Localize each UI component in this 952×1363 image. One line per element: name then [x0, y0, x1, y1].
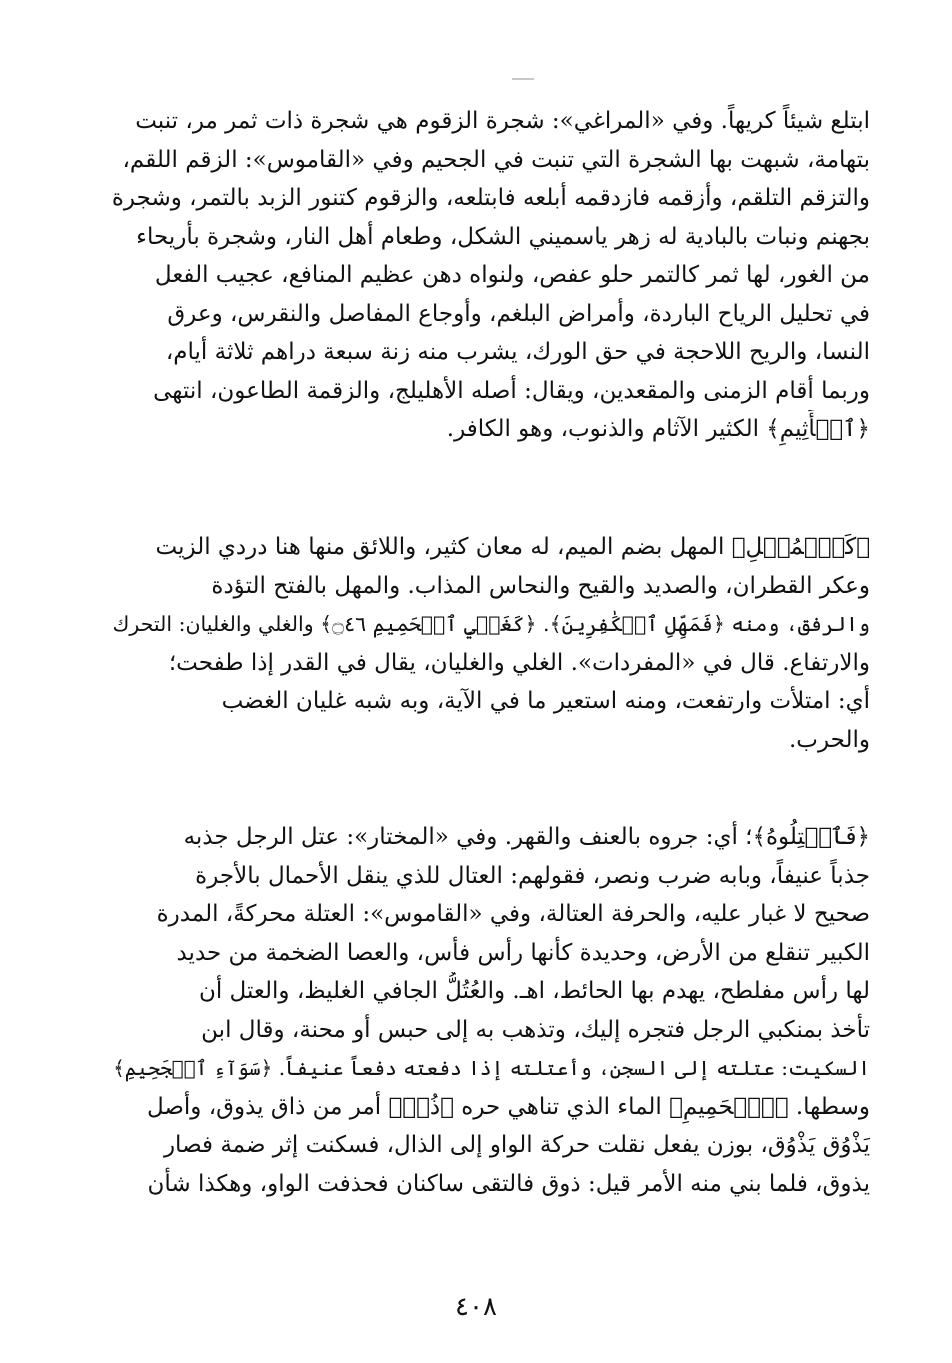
- text-line: جذباً عنيفاً، وبابه ضرب ونصر، فقولهم: العتال للذي ينقل الأحمال بالأجرة: [195, 862, 870, 889]
- text-line: ﴿كَٱلۡمُهۡلِ﴾ المهل بضم الميم، له معان كثير، واللائق منها هنا دردي الزيت: [155, 534, 870, 560]
- text-line: بجهنم ونبات بالبادية له زهر ياسميني الشكل، وطعام أهل النار، وشجرة بأريحاء: [136, 223, 870, 250]
- text-line: أي: امتلأت وارتفعت، ومنه استعير ما في الآية، وبه شبه غليان الغضب: [221, 688, 870, 714]
- text-line: النسا، والريح اللاحجة في حق الورك، يشرب منه زنة سبعة دراهم ثلاثة أيام،: [165, 339, 870, 365]
- text-line: ﴿فَٱعۡتِلُوهُ﴾؛ أي: جروه بالعنف والقهر. وفي «المختار»: عتل الرجل جذبه: [183, 824, 870, 850]
- text-line: وربما أقام الزمنى والمقعدين، ويقال: أصله الأهليلج، والزقمة الطاعون، انتهى: [153, 377, 870, 404]
- text-line: من الغور، لها ثمر كالتمر حلو عفص، ولنواه دهن عظيم المنافع، عجيب الفعل: [154, 262, 870, 288]
- text-line: ﴿ٱلۡأَثِيمِ﴾ الكثير الآثام والذنوب، وهو الكافر.: [446, 416, 870, 442]
- text-line: صحيح لا غبار عليه، والحرفة العتالة، وفي «القاموس»: العتلة محركةً، المدرة: [156, 901, 870, 927]
- text-line: لها رأس مفلطح، يهدم بها الحائط، اهـ. والعُتُلُّ الجافي الغليظ، والعتل أن: [198, 978, 870, 1004]
- text-line: وسطها. ﴿ٱلۡحَمِيمِ﴾ الماء الذي تناهي حره ﴿ذُقۡ﴾ أمر من ذاق يذوق، وأصل: [146, 1093, 870, 1120]
- text-line: يَذْوُق يَذْوُق، بوزن يفعل نقلت حركة الواو إلى الذال، فسكنت إثر ضمة فصار: [163, 1132, 870, 1158]
- text-line: تأخذ بمنكبي الرجل فتجره إليك، وتذهب به إلى حبس أو محنة، وقال ابن: [201, 1016, 870, 1043]
- paragraph-itiluhu: [96, 818, 870, 1203]
- text-line: والارتفاع. قال في «المفردات». الغلي والغليان، يقال في القدر إذا طفحت؛: [168, 649, 870, 676]
- text-line: والتزقم التلقم، وأزقمه فازدقمه أبلعه فابتلعه، والزقوم كتنور الزبد بالتمر، وشجرة: [111, 185, 870, 211]
- text-line: في تحليل الرياح الباردة، وأمراض البلغم، وأوجاع المفاصل والنقرس، وعرق: [167, 300, 870, 327]
- paragraph-muhl: [96, 528, 870, 759]
- scan-mark: [512, 78, 534, 80]
- text-line: ابتلع شيئاً كريهاً. وفي «المراغي»: شجرة الزقوم هي شجرة ذات ثمر مر، تنبت: [135, 108, 870, 134]
- text-line: والرفق، ومنه ﴿فَمَهِّلِ ٱلۡكَٰفِرِينَ﴾. ﴿كَغَلۡيِ ٱلۡحَمِيمِ ۝٤٦﴾ والغلي والغليان: التحرك: [112, 612, 870, 636]
- text-line: والحرب.: [788, 726, 870, 753]
- paragraph-zaqqum: [96, 102, 870, 449]
- text-line: يذوق، فلما بني منه الأمر قيل: ذوق فالتقى ساكنان فحذفت الواو، وهكذا شأن: [147, 1170, 870, 1197]
- page-number: ٤٠٨: [455, 1292, 497, 1322]
- text-line: السكيت: عتلته إلى السجن، وأعتلته إذا دفعته دفعاً عنيفاً. ﴿سَوَآءِ ٱلۡجَحِيمِ﴾: [113, 1056, 870, 1080]
- text-line: بتهامة، شبهت بها الشجرة التي تنبت في الجحيم وفي «القاموس»: الزقم اللقم،: [122, 146, 870, 173]
- text-line: الكبير تنقلع من الأرض، وحديدة كأنها رأس فأس، والعصا الضخمة من حديد: [176, 939, 870, 966]
- text-line: وعكر القطران، والصديد والقيح والنحاس المذاب. والمهل بالفتح التؤدة: [211, 572, 870, 599]
